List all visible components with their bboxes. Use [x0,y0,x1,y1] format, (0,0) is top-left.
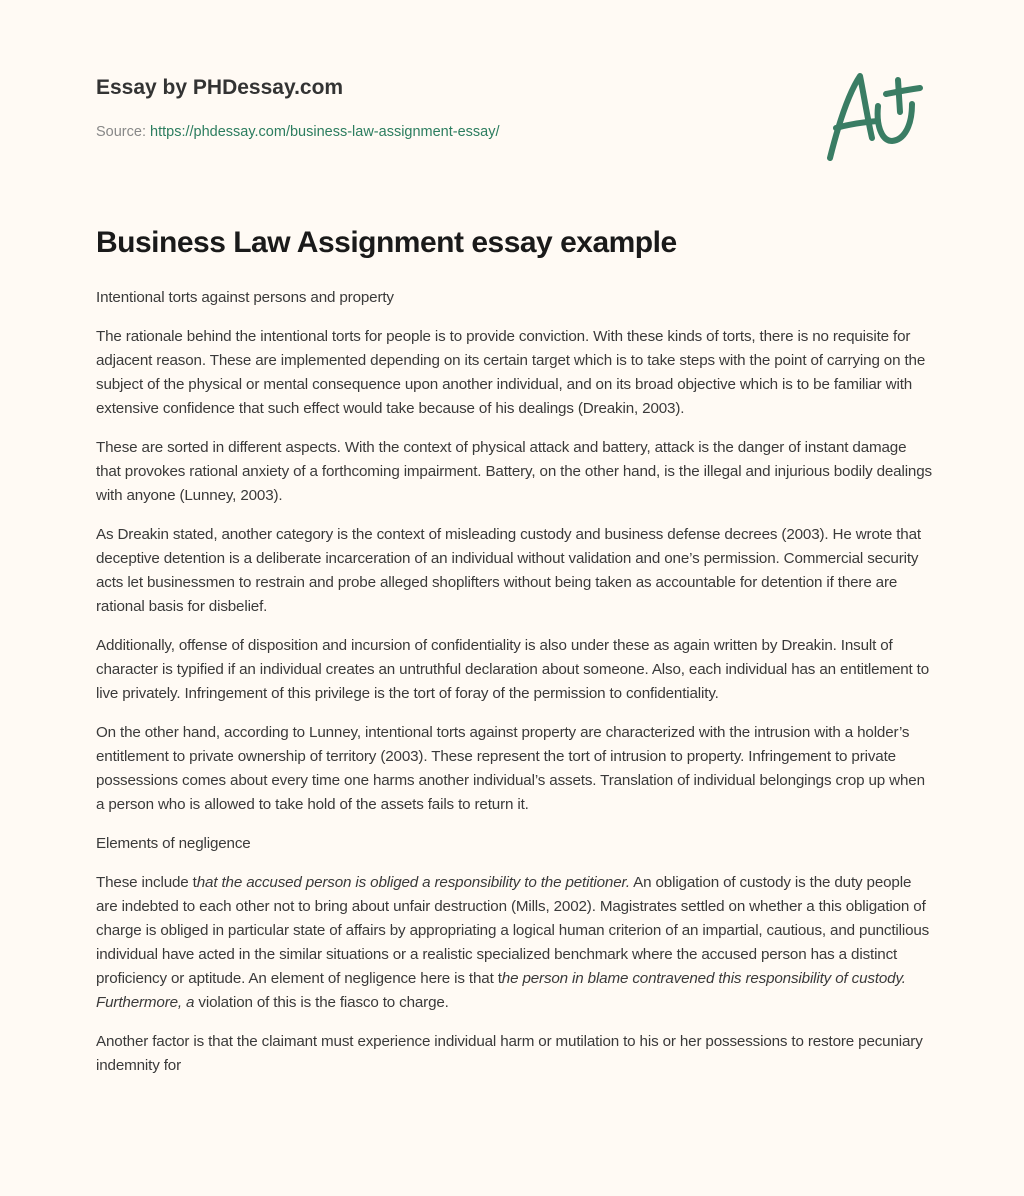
site-brand: Essay by PHDessay.com [96,76,344,99]
source-label: Source: [96,124,146,140]
text-run: An obligation of custody is the duty people are indebted to each other not to bring about unfair destruction (Mills, 2002). Magistrates settled on whether a this obligation of charge is obliged in particular state of affairs by appropriating a logical human criterion of an impartial, cautious, and punctilious individual have acted in the similar situations or a realistic specialized benchmark where the accused person has a distinct proficiency or aptitude. An element of negligence here is that t [96,874,930,987]
a-plus-icon [820,66,930,166]
paragraph: These are sorted in different aspects. With the context of physical attack and battery, attack is the danger of instant damage that provokes rational anxiety of a forthcoming impairment. Battery, on the other hand, is the illegal and injurious bodily dealings with anyone (Lunney, 2003). [96,439,932,504]
text-run: violation of this is the fiasco to charge. [194,994,449,1011]
section-heading: Intentional torts against persons and property [96,289,394,306]
essay-body [96,286,932,1093]
paragraph: On the other hand, according to Lunney, intentional torts against property are characterized with the intrusion with a holder’s entitlement to private ownership of territory (2003). These represent the tort of intrusion to property. Infringement to private possessions comes about every time one harms another individual’s assets. Translation of individual belongings crop up when a person who is allowed to take hold of the assets fails to return it. [96,724,925,813]
source-link[interactable]: https://phdessay.com/business-law-assignment-essay/ [150,124,500,140]
page-title: Business Law Assignment essay example [96,226,677,259]
text-run: These include t [96,874,197,891]
paragraph [96,871,932,1015]
section-heading: Elements of negligence [96,835,251,852]
italic-run: hat the accused person is obliged a responsibility to the petitioner. [196,874,630,891]
paragraph: Another factor is that the claimant must experience individual harm or mutilation to his or her possessions to restore pecuniary indemnity for [96,1033,923,1074]
source-line [96,124,500,140]
italic-run: he person in blame contravened this responsibility of custody. Furthermore, a [96,970,906,1011]
paragraph: Additionally, offense of disposition and incursion of confidentiality is also under these as again written by Dreakin. Insult of character is typified if an individual creates an untruthful declaration about someone. Also, each individual has an entitlement to live privately. Infringement of this privilege is the tort of foray of the permission to confidentiality. [96,637,930,702]
paragraph: The rationale behind the intentional torts for people is to provide conviction. With these kinds of torts, there is no requisite for adjacent reason. These are implemented depending on its certain target which is to take steps with the point of carrying on the subject of the physical or mental consequence upon another individual, and on its broad objective which is to be familiar with extensive confidence that such effect would take because of his dealings (Dreakin, 2003). [96,328,926,417]
paragraph: As Dreakin stated, another category is the context of misleading custody and business defense decrees (2003). He wrote that deceptive detention is a deliberate incarceration of an individual without validation and one’s permission. Commercial security acts let businessmen to restrain and probe alleged shoplifters without being taken as accountable for detention if there are rational basis for disbelief. [96,526,921,615]
